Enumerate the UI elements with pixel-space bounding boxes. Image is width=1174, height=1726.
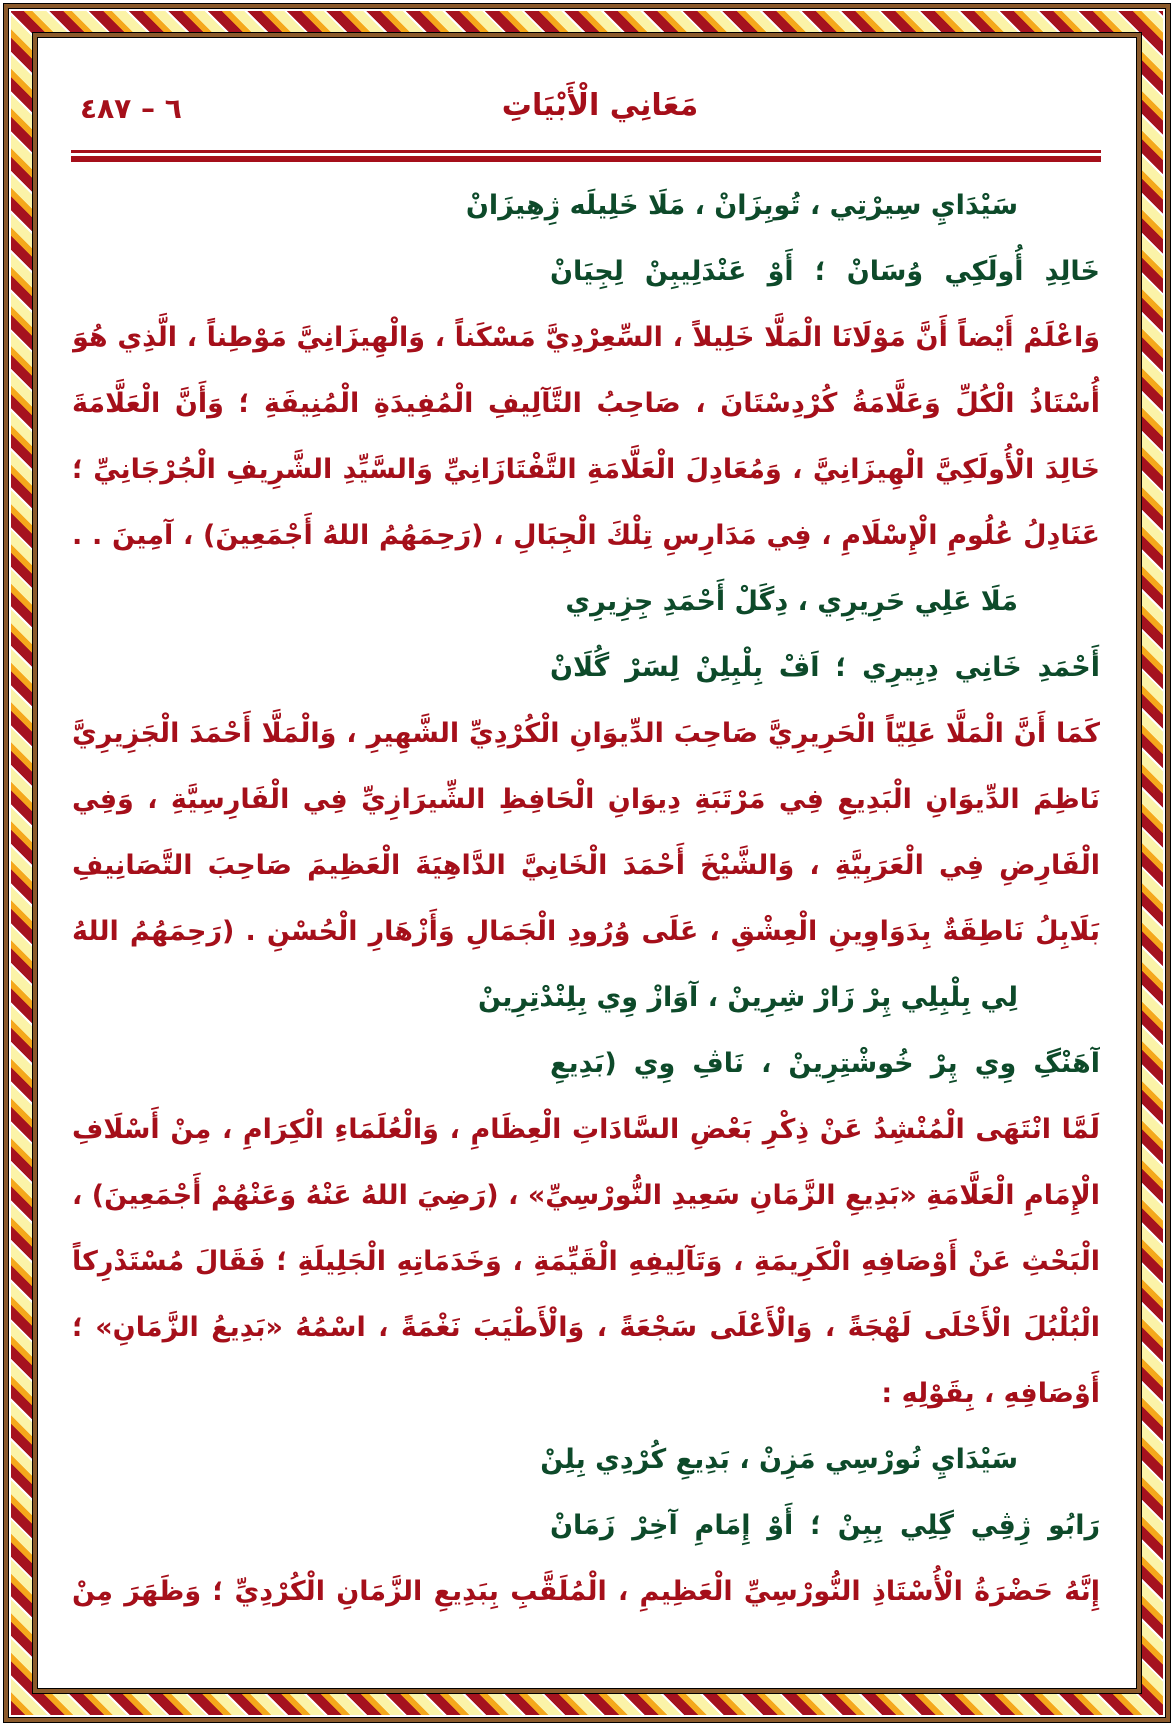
prose-line: خَالِدَ الْأُولَكِيَّ الْهِيزَانِيَّ ، وَمُعَادِلَ الْعَلَّامَةِ التَّفْتَازَانِيِّ وَالسَّيِّدِ الشَّرِيفِ الْجُرْجَانِيِّ ؛ [72, 454, 1100, 485]
prose-line: الْبَحْثِ عَنْ أَوْصَافِهِ الْكَرِيمَةِ ، وَتَآلِيفِهِ الْقَيِّمَةِ ، وَخَدَمَاتِهِ الْجَلِيلَةِ ؛ فَقَالَ مُسْتَدْرِكاً [72, 1246, 1100, 1277]
verse-line: سَيْدَايِ نُورْسِي مَزِنْ ، بَدِيعِ كُرْدِي بِلِنْ [540, 1444, 1018, 1475]
prose-line: الْفَارِضِ فِي الْعَرَبِيَّةِ ، وَالشَّيْخَ أَحْمَدَ الْخَانِيَّ الدَّاهِيَةَ الْعَظِيمَ صَاحِبَ التَّصَانِيفِ [72, 850, 1100, 881]
verse-line: رَابُو ژِڤِي گِلِي بِبِنْ ؛ أَوْ إِمَامِ آخِرْ زَمَانْ [550, 1510, 1100, 1541]
prose-line: أَوْصَافِهِ ، بِقَوْلِهِ : [881, 1378, 1100, 1409]
verse-line: لِي بِلْبِلِي پِرْ زَارْ شِرِينْ ، آوَازْ وِي بِلِنْدْتِرِينْ [478, 982, 1018, 1013]
verse-line: آهَنْگِ وِي پِرْ خُوشْتِرِينْ ، نَاڤِ وِي (بَدِيعِ [550, 1048, 1100, 1079]
running-title: مَعَانِي الْأَبْيَاتِ [501, 88, 699, 123]
verse-line: أَحْمَدِ خَانِي دِبِيرِي ؛ اَڤْ بِلْبِلِنْ لِسَرْ گُلَانْ [550, 652, 1100, 683]
prose-line: إِنَّهُ حَضْرَةُ الْأُسْتَاذِ النُّورْسِيِّ الْعَظِيمِ ، الْمُلَقَّبِ بِبَدِيعِ الزَّمَانِ الْكُرْدِيِّ ؛ وَظَهَرَ مِنْ [72, 1576, 1100, 1607]
verse-line: سَيْدَايِ سِيرْتِي ، تُوبِزَانْ ، مَلَا خَلِيلَه ژِهِيزَانْ [465, 190, 1018, 221]
page-number: ٦ – ٤٨٧ [80, 92, 182, 125]
header-rule-thin [71, 150, 1101, 153]
prose-line: وَاعْلَمْ أَيْضاً أَنَّ مَوْلَانَا الْمَلَّا خَلِيلاً ، السِّعِرْدِيَّ مَسْكَناً ، وَالْهِيزَانِيَّ مَوْطِناً ، الَّذِي هُوَ [72, 322, 1100, 353]
page-content [72, 173, 1100, 1625]
prose-line: عَنَادِلُ عُلُومِ الْإِسْلَامِ ، فِي مَدَارِسِ تِلْكَ الْجِبَالِ ، (رَحِمَهُمُ اللهُ أَجْمَعِينَ) ، آمِينَ . . [72, 520, 1100, 551]
prose-line: نَاظِمَ الدِّيوَانِ الْبَدِيعِ فِي مَرْتَبَةِ دِيوَانِ الْحَافِظِ الشِّيرَازِيِّ فِي الْفَارِسِيَّةِ ، وَفِي [72, 784, 1100, 815]
prose-line: بَلَابِلُ نَاطِقَةٌ بِدَوَاوِينِ الْعِشْقِ ، عَلَى وُرُودِ الْجَمَالِ وَأَزْهَارِ الْحُسْنِ . (رَحِمَهُمُ اللهُ [72, 916, 1100, 947]
prose-line: الْإِمَامِ الْعَلَّامَةِ «بَدِيعِ الزَّمَانِ سَعِيدِ النُّورْسِيِّ» ، (رَضِيَ اللهُ عَنْهُ وَعَنْهُمْ أَجْمَعِينَ) ، [72, 1180, 1100, 1211]
verse-line: خَالِدِ أُولَكِي وُسَانْ ؛ أَوْ عَنْدَلِيبِنْ لِجِيَانْ [550, 256, 1100, 287]
prose-line: لَمَّا انْتَهَى الْمُنْشِدُ عَنْ ذِكْرِ بَعْضِ السَّادَاتِ الْعِظَامِ ، وَالْعُلَمَاءِ الْكِرَامِ ، مِنْ أَسْلَافِ [72, 1114, 1100, 1145]
header-rule-thick [71, 156, 1101, 162]
prose-line: كَمَا أَنَّ الْمَلَّا عَلِيّاً الْحَرِيرِيَّ صَاحِبَ الدِّيوَانِ الْكُرْدِيِّ الشَّهِيرِ ، وَالْمَلَّا أَحْمَدَ الْجَزِيرِيَّ [72, 718, 1100, 749]
prose-line: الْبُلْبُلَ الْأَحْلَى لَهْجَةً ، وَالْأَعْلَى سَجْعَةً ، وَالْأَطْيَبَ نَغْمَةً ، اسْمُهُ «بَدِيعُ الزَّمَانِ» ؛ [72, 1312, 1100, 1343]
verse-line: مَلَا عَلِي حَرِيرِي ، دِگَلْ أَحْمَدِ جِزِيرِي [565, 586, 1018, 617]
prose-line: أُسْتَاذُ الْكُلِّ وَعَلَّامَةُ كُرْدِسْتَانَ ، صَاحِبُ التَّآلِيفِ الْمُفِيدَةِ الْمُنِيفَةِ ؛ وَأَنَّ الْعَلَّامَةَ [72, 388, 1100, 419]
